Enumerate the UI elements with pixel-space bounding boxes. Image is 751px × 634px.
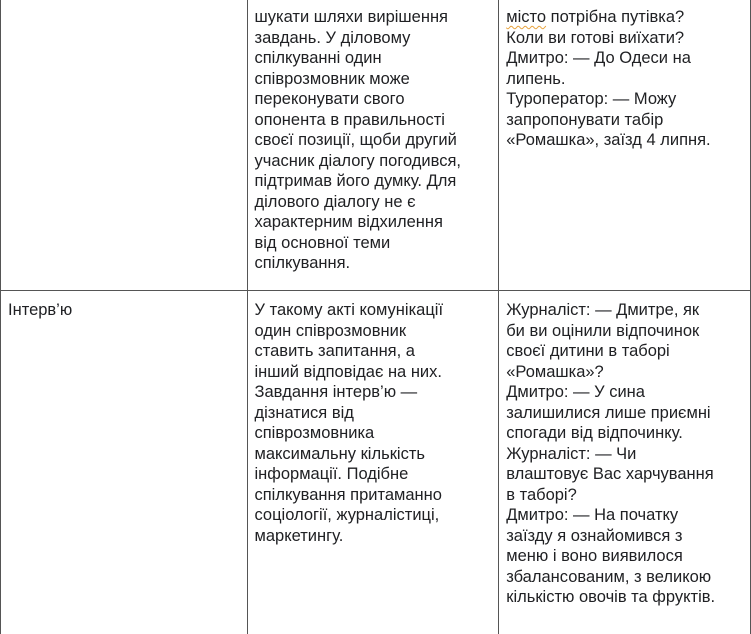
- text-line: Журналіст: — Дмитре, як: [506, 300, 743, 321]
- text-line: меню і воно виявилося: [506, 546, 743, 567]
- table-cell-example: [499, 291, 751, 634]
- table-cell-type: [1, 291, 248, 634]
- table-cell-example: [499, 0, 751, 291]
- text-line: Дмитро: — У сина: [506, 382, 743, 403]
- table-row: [1, 291, 751, 634]
- table-cell-description: [247, 291, 499, 634]
- text-line: максимальну кількість: [255, 444, 492, 465]
- text-line: залишилися лише приємні: [506, 403, 743, 424]
- text-line: в таборі?: [506, 485, 743, 506]
- table-cell-type: [1, 0, 248, 291]
- text-line: спілкуванні один: [255, 48, 492, 69]
- table-row: [1, 0, 751, 291]
- text-line: Туроператор: — Можу: [506, 89, 743, 110]
- table-cell-description: [247, 0, 499, 291]
- text-line: своєї позиції, щоби другий: [255, 130, 492, 151]
- text-line: запропонувати табір: [506, 110, 743, 131]
- text-line: співрозмовника: [255, 423, 492, 444]
- text-line: [506, 7, 743, 28]
- text-line: своєї дитини в таборі: [506, 341, 743, 362]
- text-line: переконувати свого: [255, 89, 492, 110]
- text-line: У такому акті комунікації: [255, 300, 492, 321]
- text-line: спілкування.: [255, 253, 492, 274]
- text-line: характерним відхилення: [255, 212, 492, 233]
- text-line: липень.: [506, 69, 743, 90]
- text-line: Дмитро: — На початку: [506, 505, 743, 526]
- text-line: маркетингу.: [255, 526, 492, 547]
- text-line: Коли ви готові виїхати?: [506, 28, 743, 49]
- text-line: інший відповідає на них.: [255, 362, 492, 383]
- text-line: «Ромашка», заїзд 4 липня.: [506, 130, 743, 151]
- text-line: Завдання інтерв’ю —: [255, 382, 492, 403]
- text-line: влаштовує Вас харчування: [506, 464, 743, 485]
- text-line: ділового діалогу не є: [255, 192, 492, 213]
- text-line: співрозмовник може: [255, 69, 492, 90]
- text-line: заїзду я ознайомився з: [506, 526, 743, 547]
- text-line: збалансованим, з великою: [506, 567, 743, 588]
- text-line: би ви оцінили відпочинок: [506, 321, 743, 342]
- text-line: Журналіст: — Чи: [506, 444, 743, 465]
- text-line: один співрозмовник: [255, 321, 492, 342]
- text-line: ставить запитання, а: [255, 341, 492, 362]
- text-line: інформації. Подібне: [255, 464, 492, 485]
- text-line: кількістю овочів та фруктів.: [506, 587, 743, 608]
- text-line: соціології, журналістиці,: [255, 505, 492, 526]
- text-line: учасник діалогу погодився,: [255, 151, 492, 172]
- text-line: опонента в правильності: [255, 110, 492, 131]
- text-line: Дмитро: — До Одеси на: [506, 48, 743, 69]
- text-line: шукати шляхи вирішення: [255, 7, 492, 28]
- text-line: підтримав його думку. Для: [255, 171, 492, 192]
- text-line: завдань. У діловому: [255, 28, 492, 49]
- spellcheck-word[interactable]: місто: [506, 8, 546, 26]
- text-fragment: потрібна путівка?: [546, 8, 684, 26]
- text-line: Інтерв’ю: [8, 300, 240, 321]
- text-line: спілкування притаманно: [255, 485, 492, 506]
- text-line: «Ромашка»?: [506, 362, 743, 383]
- text-line: від основної теми: [255, 233, 492, 254]
- text-line: дізнатися від: [255, 403, 492, 424]
- text-line: спогади від відпочинку.: [506, 423, 743, 444]
